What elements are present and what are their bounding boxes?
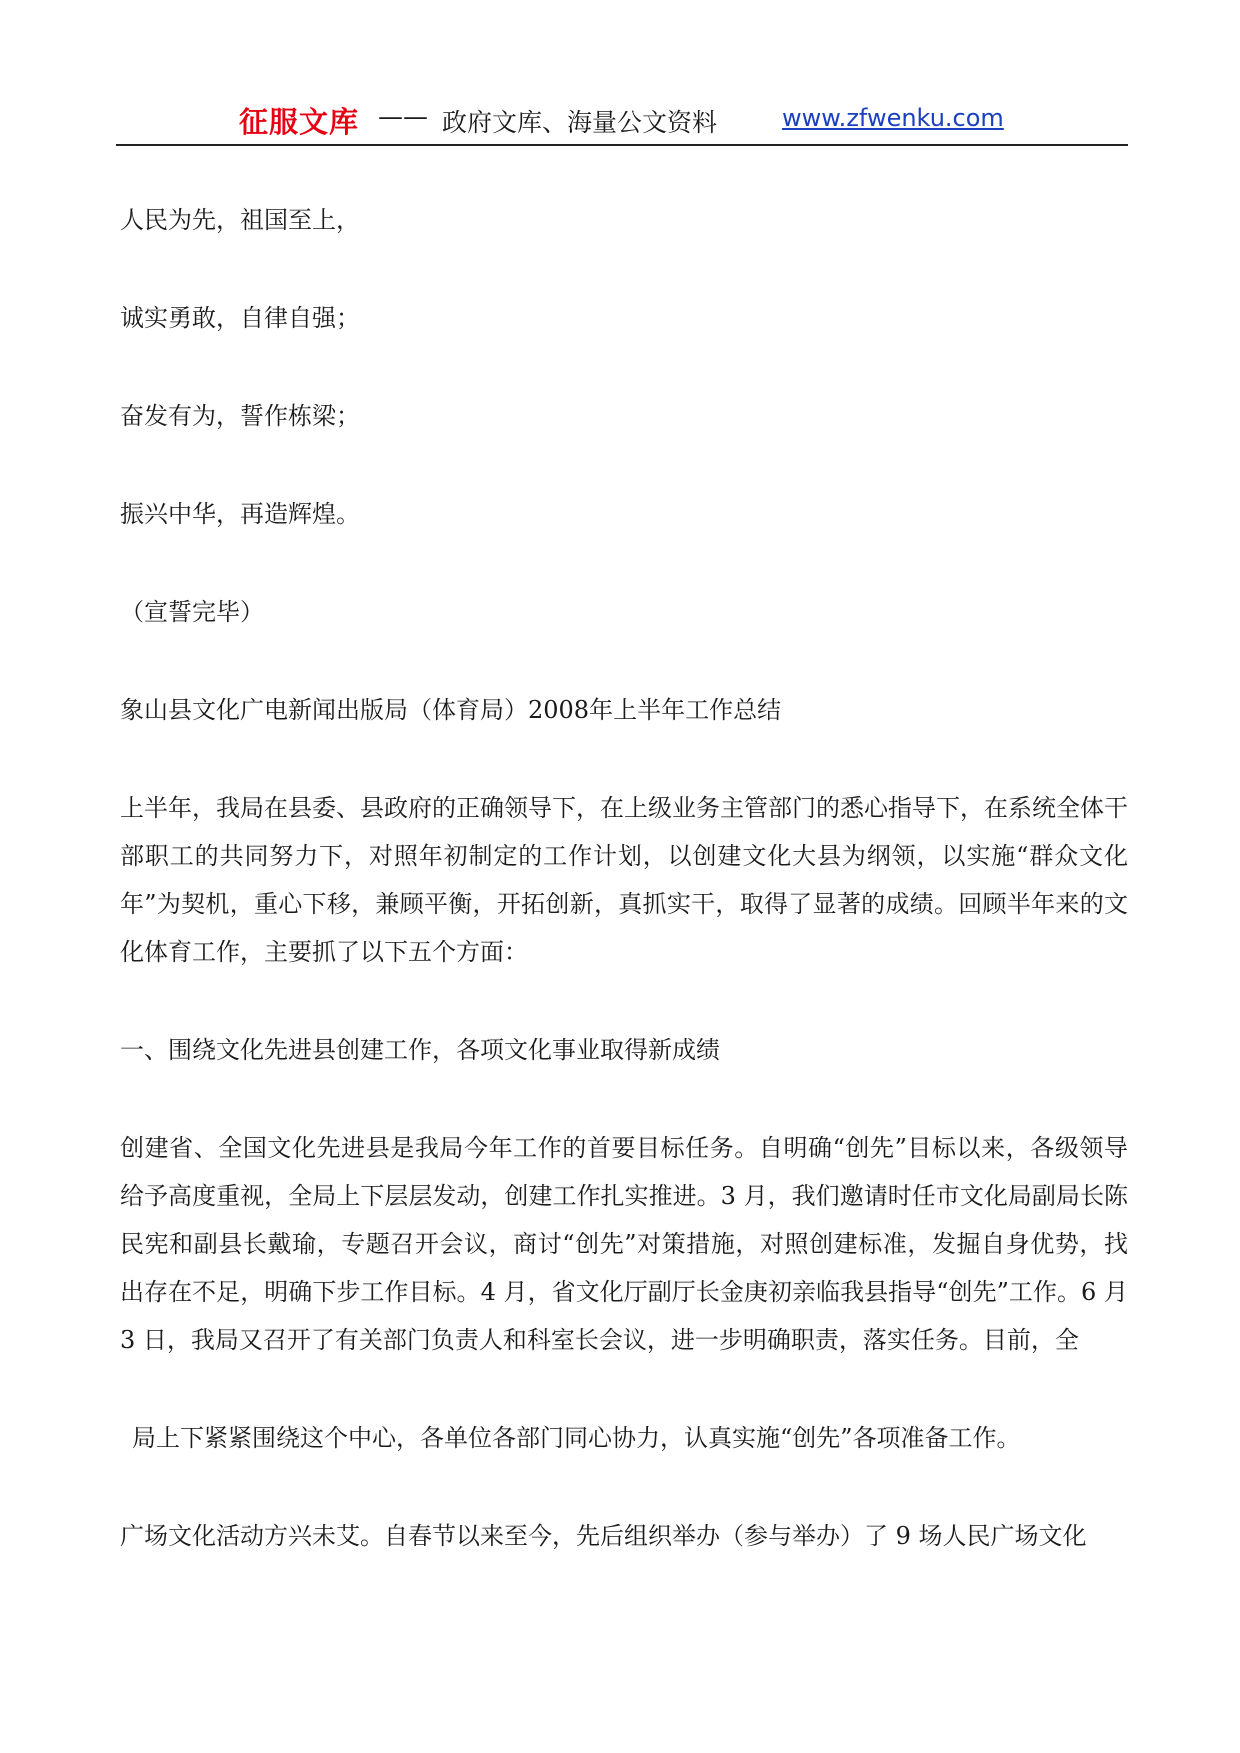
website-link[interactable]: www.zfwenku.com	[782, 104, 1004, 132]
document-body	[120, 196, 1128, 1610]
oath-line-4: 振兴中华，再造辉煌。	[120, 500, 360, 528]
section-heading-1: 一、围绕文化先进县创建工作，各项文化事业取得新成绩	[120, 1036, 720, 1064]
oath-line-2: 诚实勇敢，自律自强；	[120, 304, 360, 332]
document-title: 象山县文化广电新闻出版局（体育局）2008年上半年工作总结	[120, 696, 782, 724]
oath-line-1: 人民为先，祖国至上，	[120, 206, 360, 234]
body-paragraph-continuation: 局上下紧紧围绕这个中心，各单位各部门同心协力，认真实施“创先”各项准备工作。	[132, 1424, 1021, 1452]
body-paragraph-intro: 上半年，我局在县委、县政府的正确领导下，在上级业务主管部门的悉心指导下，在系统全体干部职工的共同努力下，对照年初制定的工作计划，以创建文化大县为纲领，以实施“群众文化年”为契机，重心下移，兼顾平衡，开拓创新，真抓实干，取得了显著的成绩。回顾半年来的文化体育工作，主要抓了以下五个方面：	[120, 794, 1128, 966]
body-paragraph-creation: 创建省、全国文化先进县是我局今年工作的首要目标任务。自明确“创先”目标以来，各级领导给予高度重视，全局上下层层发动，创建工作扎实推进。3 月，我们邀请时任市文化局副局长陈民宪和副县长戴瑜，专题召开会议，商讨“创先”对策措施，对照创建标准，发掘自身优势，找出存在不足，明确下步工作目标。4 月，省文化厅副厅长金庚初亲临我县指导“创先”工作。6 月 3 日，我局又召开了有关部门负责人和科室长会议，进一步明确职责，落实任务。目前，全	[120, 1134, 1128, 1354]
page-header	[116, 96, 1128, 146]
brand-logo: 征服文库	[239, 105, 360, 139]
oath-end-note: （宣誓完毕）	[120, 598, 264, 626]
oath-line-3: 奋发有为，誓作栋梁；	[120, 402, 360, 430]
header-separator: ——	[378, 102, 428, 131]
header-tagline: 政府文库、海量公文资料	[442, 108, 718, 137]
body-paragraph-square-culture: 广场文化活动方兴未艾。自春节以来至今，先后组织举办（参与举办）了 9 场人民广场文化	[120, 1522, 1087, 1550]
